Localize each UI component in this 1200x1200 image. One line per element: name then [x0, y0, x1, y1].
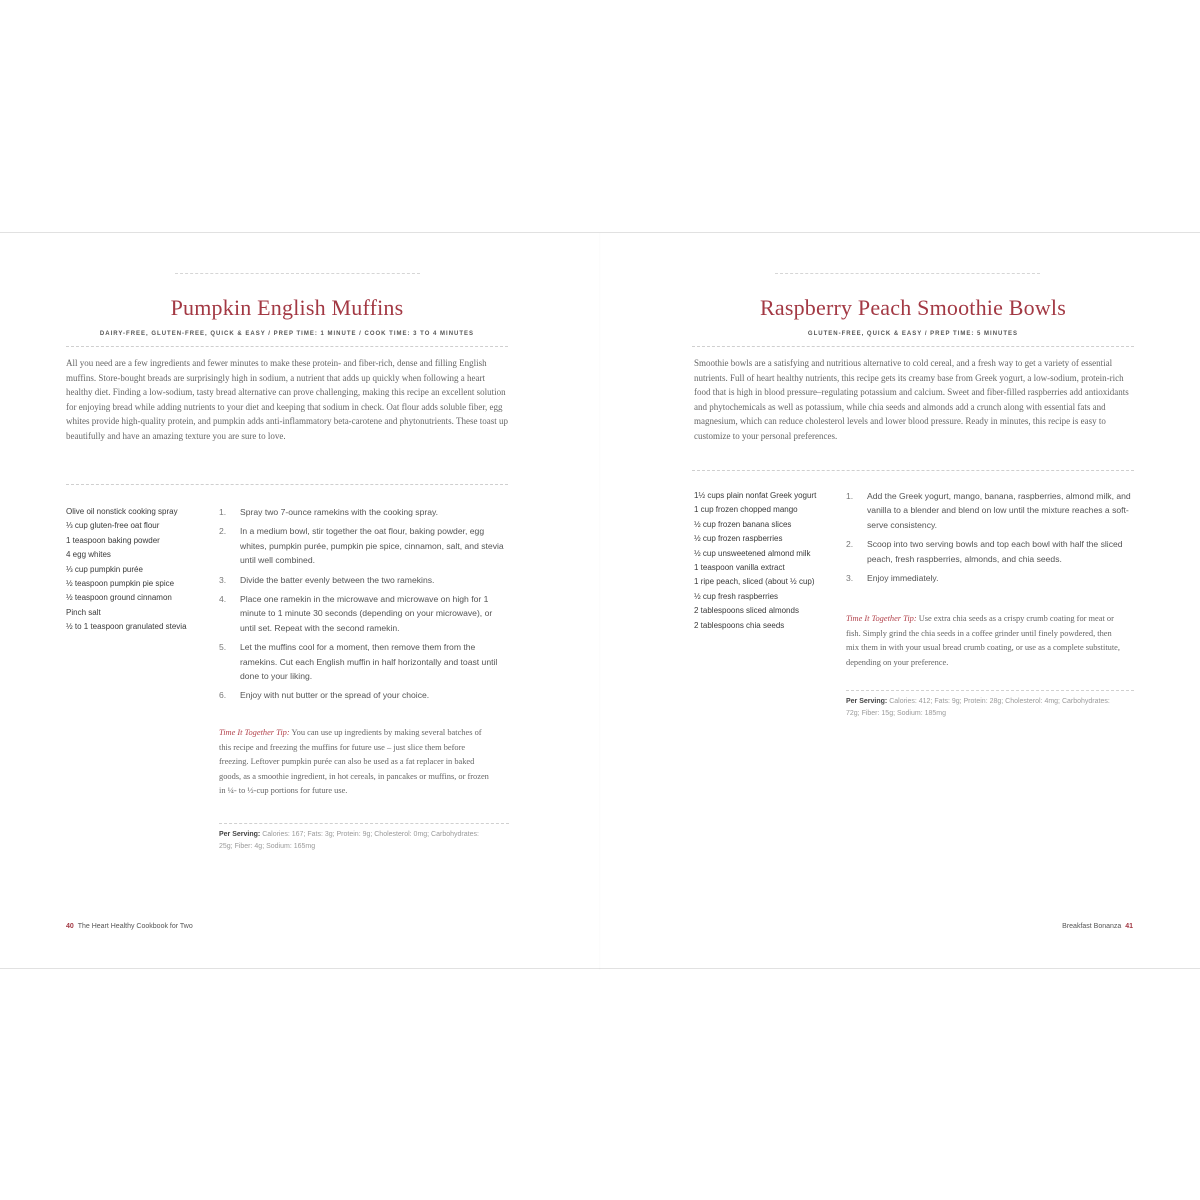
divider	[846, 690, 1134, 691]
step-item	[219, 505, 509, 519]
ingredient-item: 1 ripe peach, sliced (about ½ cup)	[694, 577, 815, 587]
tip-label: Time It Together Tip:	[846, 614, 917, 623]
ingredient-item: ½ teaspoon pumpkin pie spice	[66, 579, 175, 589]
nutrition-label: Per Serving:	[219, 831, 261, 838]
step-item	[846, 537, 1136, 566]
running-title: The Heart Healthy Cookbook for Two	[77, 923, 193, 930]
intro-text: Smoothie bowls are a satisfying and nutritious alternative to cold cereal, and a fresh way to get a variety of essential nutrients. Full of heart healthy nutrients, this recipe gets its creamy base from Greek yogurt, a low-sodium, protein-rich food that is high in blood pressure–regulating potassium and calcium. Sweet and fiber-filled raspberries add antioxidants and phytochemicals as well as potassium, while chia seeds and almonds add a crunch along with essential fats and magnesium, which can reduce cholesterol levels and lower blood pressure. Ready in minutes, this recipe is easy to customize to your personal preferences.	[694, 358, 1129, 441]
step-item	[846, 489, 1136, 532]
divider	[692, 346, 1134, 347]
nutrition-info	[219, 829, 489, 852]
step-number: 1.	[219, 507, 227, 517]
ingredients-list	[694, 489, 828, 633]
ingredient-item: ⅓ cup pumpkin purée	[66, 564, 143, 574]
ingredient-item: 4 egg whites	[66, 550, 111, 560]
ingredient-item: 1 teaspoon baking powder	[66, 535, 160, 545]
page-number: 40	[66, 923, 74, 930]
running-title: Breakfast Bonanza	[1062, 923, 1122, 930]
step-item	[219, 592, 509, 635]
ingredient-item: ½ to 1 teaspoon granulated stevia	[66, 622, 187, 632]
ingredient-item: 2 tablespoons chia seeds	[694, 620, 785, 630]
recipe-tip	[846, 612, 1121, 670]
steps-list	[846, 489, 1136, 590]
step-number: 5.	[219, 642, 227, 653]
recipe-intro	[66, 356, 508, 444]
divider	[66, 484, 508, 485]
top-rule	[175, 273, 420, 274]
page-footer	[1062, 923, 1133, 930]
step-text: In a medium bowl, stir together the oat flour, baking powder, egg whites, pumpkin purée, pumpkin pie spice, cinnamon, salt, and stevia until well combined.	[240, 526, 504, 566]
step-text: Enjoy immediately.	[867, 573, 939, 584]
ingredient-item: ½ cup unsweetened almond milk	[694, 548, 811, 558]
step-text: Spray two 7-ounce ramekins with the cooking spray.	[240, 507, 439, 517]
ingredients-list	[66, 505, 208, 635]
ingredient-item: ½ cup fresh raspberries	[694, 591, 779, 601]
ingredient-item: Olive oil nonstick cooking spray	[66, 507, 178, 516]
step-item	[846, 571, 1136, 585]
step-item	[219, 688, 509, 702]
steps-list	[219, 505, 509, 708]
ingredient-item: ⅓ cup gluten-free oat flour	[66, 521, 160, 531]
tip-text: You can use up ingredients by making several batches of this recipe and freezing the muffins for future use – just slice them before freezing. Leftover pumpkin purée can also be used as a fat replacer in baked goods, as a smoothie ingredient, in hot cereals, in pancakes or muffins, or frozen in ¼- to ½-cup portions for future use.	[219, 728, 489, 796]
recipe-meta: GLUTEN-FREE, QUICK & EASY / PREP TIME: 5 MINUTES	[807, 331, 1019, 337]
nutrition-text: Calories: 167; Fats: 3g; Protein: 9g; Cholesterol: 0mg; Carbohydrates: 25g; Fiber: 4g; Sodium: 165mg	[219, 831, 479, 850]
step-item	[219, 640, 509, 683]
step-text: Let the muffins cool for a moment, then remove them from the ramekins. Cut each English muffin in half horizontally and toast until done to your liking.	[240, 642, 498, 682]
recipe-tip	[219, 726, 489, 799]
step-number: 3.	[846, 573, 854, 584]
tip-text: Use extra chia seeds as a crispy crumb coating for meat or fish. Simply grind the chia seeds in a coffee grinder until finely powdered, then mix them in with your usual bread crumb coating, or use as a complete substitute, depending on your preference.	[846, 614, 1120, 667]
recipe-intro	[694, 356, 1136, 444]
page-footer	[66, 923, 193, 930]
ingredient-item: ½ cup frozen raspberries	[694, 534, 783, 544]
recipe-title: Raspberry Peach Smoothie Bowls	[759, 295, 1067, 320]
ingredient-item: ½ cup frozen banana slices	[694, 519, 792, 529]
page-number: 41	[1125, 923, 1133, 930]
ingredient-item: 2 tablespoons sliced almonds	[694, 606, 799, 616]
step-number: 4.	[219, 594, 227, 605]
step-number: 2.	[846, 539, 854, 550]
ingredient-item: 1½ cups plain nonfat Greek yogurt	[694, 491, 817, 500]
recipe-meta: DAIRY-FREE, GLUTEN-FREE, QUICK & EASY / PREP TIME: 1 MINUTE / COOK TIME: 3 TO 4 MINUTES	[99, 331, 475, 337]
step-number: 2.	[219, 526, 227, 537]
ingredient-item: 1 teaspoon vanilla extract	[694, 563, 785, 573]
step-item	[219, 524, 509, 567]
recipe-title: Pumpkin English Muffins	[170, 295, 404, 320]
step-number: 1.	[846, 491, 854, 501]
book-spread	[0, 232, 1200, 969]
top-rule	[775, 273, 1040, 274]
left-page	[0, 233, 600, 970]
step-text: Add the Greek yogurt, mango, banana, raspberries, almond milk, and vanilla to a blender and blend on low until the mixture reaches a soft-serve consistency.	[867, 491, 1131, 530]
step-item	[219, 573, 509, 587]
nutrition-info	[846, 696, 1121, 719]
step-text: Divide the batter evenly between the two ramekins.	[240, 574, 435, 585]
right-page	[600, 233, 1200, 970]
nutrition-text: Calories: 412; Fats: 9g; Protein: 28g; Cholesterol: 4mg; Carbohydrates: 72g; Fiber: 15g; Sodium: 185mg	[846, 698, 1110, 717]
intro-text: All you need are a few ingredients and fewer minutes to make these protein- and fiber-rich, dense and filling English muffins. Store-bought breads are surprisingly high in sodium, a nutrient that adds up quickly when following a heart healthy diet. Finding a low-sodium, tasty bread alternative can prove challenging, making this recipe an excellent solution for enjoying bread while adding nutrients to your diet and keeping that sodium in check. Oat flour adds soluble fiber, egg whites provide high-quality protein, and pumpkin adds anti-inflammatory beta-carotene and phytonutrients. These toast up beautifully and have an amazing texture you are sure to love.	[66, 358, 508, 441]
tip-label: Time It Together Tip:	[219, 728, 290, 737]
divider	[692, 470, 1134, 471]
ingredient-item: Pinch salt	[66, 607, 101, 617]
step-number: 6.	[219, 690, 227, 701]
step-text: Enjoy with nut butter or the spread of your choice.	[240, 690, 430, 701]
nutrition-label: Per Serving:	[846, 698, 888, 705]
ingredient-item: 1 cup frozen chopped mango	[694, 505, 798, 515]
step-text: Place one ramekin in the microwave and microwave on high for 1 minute to 1 minute 30 seconds (depending on your microwave), or until set. Repeat with the second ramekin.	[240, 594, 493, 633]
step-text: Scoop into two serving bowls and top each bowl with half the sliced peach, fresh raspberries, almonds, and chia seeds.	[867, 539, 1123, 564]
divider	[219, 823, 509, 824]
step-number: 3.	[219, 574, 227, 585]
divider	[66, 346, 508, 347]
ingredient-item: ½ teaspoon ground cinnamon	[66, 593, 172, 603]
